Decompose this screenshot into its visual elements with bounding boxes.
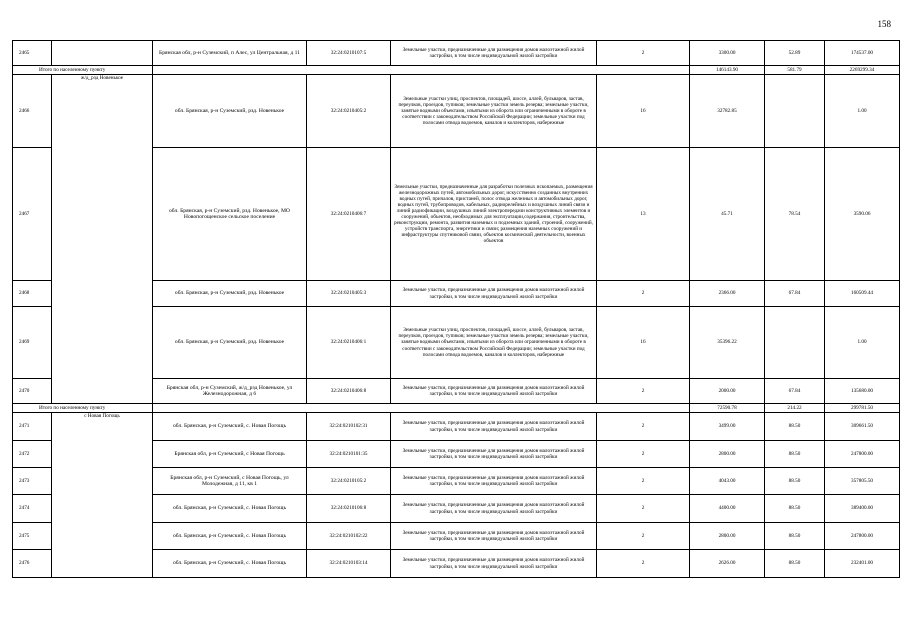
specific-value: 88.50 bbox=[765, 468, 825, 495]
subtotal-row bbox=[13, 66, 900, 75]
subtotal-label: Итого по населенному пункту bbox=[13, 404, 153, 413]
cadastral-value: 135680.00 bbox=[825, 379, 900, 404]
address-cell: Брянская обл, р-н Суземский, с Новая Погощь, ул Молодежная, д 11, кв 1 bbox=[153, 468, 307, 495]
specific-value: 88.50 bbox=[765, 550, 825, 578]
use-group: 2 bbox=[597, 468, 690, 495]
use-group: 2 bbox=[597, 379, 690, 404]
cadastral-value-table bbox=[12, 40, 900, 578]
address-cell: Брянская обл, р-н Суземский, ж/д_рзд Новенькое, ул Железнодорожная, д 6 bbox=[153, 379, 307, 404]
land-use-purpose: Земельные участки, предназначенные для размещения домов малоэтажной жилой застройки, в том числе индивидуальной жилой застройки bbox=[391, 495, 597, 523]
cadastral-value: 357805.50 bbox=[825, 468, 900, 495]
land-use-purpose: Земельные участки, предназначенные для размещения домов малоэтажной жилой застройки, в том числе индивидуальной жилой застройки bbox=[391, 523, 597, 550]
specific-value: 78.54 bbox=[765, 148, 825, 281]
use-group: 2 bbox=[597, 523, 690, 550]
cadastral-number: 32:24:0210105:2 bbox=[307, 468, 391, 495]
land-use-purpose: Земельные участки, предназначенные для размещения домов малоэтажной жилой застройки, в том числе индивидуальной жилой застройки bbox=[391, 468, 597, 495]
area-value: 4400.00 bbox=[690, 495, 765, 523]
specific-value: 88.50 bbox=[765, 495, 825, 523]
subtotal-rate: 214.22 bbox=[765, 404, 825, 413]
specific-value bbox=[765, 75, 825, 148]
use-group: 2 bbox=[597, 441, 690, 468]
cadastral-value: 389400.00 bbox=[825, 495, 900, 523]
row-number: 2467 bbox=[13, 148, 52, 281]
cadastral-number: 32:24:0210107:5 bbox=[307, 41, 391, 66]
use-group: 13 bbox=[597, 148, 690, 281]
row-number: 2468 bbox=[13, 281, 52, 307]
area-value: 2000.00 bbox=[690, 379, 765, 404]
subtotal-row bbox=[13, 404, 900, 413]
subtotal-label: Итого по населенному пункту bbox=[13, 66, 153, 75]
cadastral-number: 32:24:0210406:1 bbox=[307, 307, 391, 379]
area-value: 2800.00 bbox=[690, 523, 765, 550]
subtotal-area: 72590.78 bbox=[690, 404, 765, 413]
land-use-purpose: Земельные участки улиц, проспектов, площадей, шоссе, аллей, бульваров, застав, переулков, проездов, тупиков; земельные участки земель резерва; земельные участки, занятые водными объектами, изъятыми из оборота или ограниченными в обороте в соответствии с законодательством Российской Федерации; земельные участки под полосами отвода водоемов, каналов и коллекторов, набережные bbox=[391, 307, 597, 379]
land-use-purpose: Земельные участки, предназначенные для размещения домов малоэтажной жилой застройки, в том числе индивидуальной жилой застройки bbox=[391, 413, 597, 441]
settlement-name: с Новая Погощь bbox=[52, 413, 153, 578]
address-cell: обл. Брянская, р-н Суземский, рзд. Новенькое bbox=[153, 75, 307, 148]
subtotal-value: 299781.50 bbox=[825, 404, 900, 413]
row-number: 2474 bbox=[13, 495, 52, 523]
specific-value bbox=[765, 307, 825, 379]
page-number: 158 bbox=[877, 19, 891, 29]
row-number: 2469 bbox=[13, 307, 52, 379]
land-use-purpose: Земельные участки, предназначенные для размещения домов малоэтажной жилой застройки, в том числе индивидуальной жилой застройки bbox=[391, 379, 597, 404]
subtotal-value: 2269299.34 bbox=[825, 66, 900, 75]
area-value: 2626.00 bbox=[690, 550, 765, 578]
specific-value: 88.50 bbox=[765, 413, 825, 441]
subtotal-rate: 581.79 bbox=[765, 66, 825, 75]
use-group: 16 bbox=[597, 75, 690, 148]
cadastral-value: 247800.00 bbox=[825, 523, 900, 550]
address-cell: обл. Брянская, р-н Суземский, рзд. Новенькое bbox=[153, 307, 307, 379]
use-group: 16 bbox=[597, 307, 690, 379]
address-cell: обл. Брянская, р-н Суземский, рзд. Новенькое, МО Новопогощенское сельское поселение bbox=[153, 148, 307, 281]
cadastral-number: 32:24:0210405:3 bbox=[307, 281, 391, 307]
cadastral-number: 32:24:0210406:8 bbox=[307, 379, 391, 404]
row-number: 2471 bbox=[13, 413, 52, 441]
cadastral-number: 32:24:0210106:8 bbox=[307, 495, 391, 523]
cadastral-value: 174537.00 bbox=[825, 41, 900, 66]
row-number: 2465 bbox=[13, 41, 52, 66]
cadastral-value: 3590.06 bbox=[825, 148, 900, 281]
row-number: 2473 bbox=[13, 468, 52, 495]
table-row bbox=[13, 75, 900, 148]
address-cell: обл. Брянская, р-н Суземский, с. Новая Погощь bbox=[153, 495, 307, 523]
area-value: 45.71 bbox=[690, 148, 765, 281]
area-value: 3300.00 bbox=[690, 41, 765, 66]
row-number: 2472 bbox=[13, 441, 52, 468]
area-value: 2800.00 bbox=[690, 441, 765, 468]
cadastral-value: 1.00 bbox=[825, 75, 900, 148]
address-cell: обл. Брянская, р-н Суземский, с. Новая Погощь bbox=[153, 550, 307, 578]
address-cell: обл. Брянская, р-н Суземский, рзд. Новенькое bbox=[153, 281, 307, 307]
land-use-purpose: Земельные участки, предназначенные для размещения домов малоэтажной жилой застройки, в том числе индивидуальной жилой застройки bbox=[391, 41, 597, 66]
land-use-purpose: Земельные участки, предназначенные для размещения домов малоэтажной жилой застройки, в том числе индивидуальной жилой застройки bbox=[391, 550, 597, 578]
empty-cell bbox=[153, 66, 690, 75]
row-number: 2466 bbox=[13, 75, 52, 148]
use-group: 2 bbox=[597, 413, 690, 441]
specific-value: 88.50 bbox=[765, 523, 825, 550]
area-value: 35396.22 bbox=[690, 307, 765, 379]
empty-cell bbox=[153, 404, 690, 413]
settlement-name bbox=[52, 41, 153, 66]
area-value: 32782.85 bbox=[690, 75, 765, 148]
address-cell: Брянская обл, р-н Суземский, п Алес, ул Центральная, д 11 bbox=[153, 41, 307, 66]
row-number: 2470 bbox=[13, 379, 52, 404]
use-group: 2 bbox=[597, 281, 690, 307]
area-value: 2366.00 bbox=[690, 281, 765, 307]
table-row bbox=[13, 41, 900, 66]
cadastral-value: 232401.00 bbox=[825, 550, 900, 578]
use-group: 2 bbox=[597, 41, 690, 66]
specific-value: 52.89 bbox=[765, 41, 825, 66]
area-value: 4043.00 bbox=[690, 468, 765, 495]
cadastral-value: 1.00 bbox=[825, 307, 900, 379]
specific-value: 67.84 bbox=[765, 379, 825, 404]
use-group: 2 bbox=[597, 495, 690, 523]
land-use-purpose: Земельные участки, предназначенные для разработки полезных ископаемых, размещения железнодорожных путей, автомобильных дорог, искусственно созданных внутренних водных путей, причалов, пристаней, полос отвода железных и автомобильных дорог, водных путей, трубопроводов, кабельных, радиорелейных и воздушных линий связи и линий радиофикации, воздушных линий электропередачи конструктивных элементов и сооружений, объектов, необходимых для эксплуатации,содержания, строительства, реконструкции, ремонта, развития наземных и подземных зданий, строений, сооружений, устройств транспорта, энергетики и связи; размещения наземных сооружений и инфраструктуры спутниковой связи, объектов космической деятельности, военных объектов bbox=[391, 148, 597, 281]
specific-value: 67.84 bbox=[765, 281, 825, 307]
cadastral-value: 160509.44 bbox=[825, 281, 900, 307]
address-cell: обл. Брянская, р-н Суземский, с. Новая Погощь bbox=[153, 523, 307, 550]
address-cell: обл. Брянская, р-н Суземский, с. Новая Погощь bbox=[153, 413, 307, 441]
cadastral-number: 32:24:0210406:7 bbox=[307, 148, 391, 281]
specific-value: 88.50 bbox=[765, 441, 825, 468]
row-number: 2475 bbox=[13, 523, 52, 550]
subtotal-area: 146143.90 bbox=[690, 66, 765, 75]
settlement-name: ж/д_рзд Новенькое bbox=[52, 75, 153, 404]
cadastral-number: 32:24:0210102:22 bbox=[307, 523, 391, 550]
cadastral-number: 32:24:0210405:2 bbox=[307, 75, 391, 148]
table-row bbox=[13, 413, 900, 441]
land-use-purpose: Земельные участки, предназначенные для размещения домов малоэтажной жилой застройки, в том числе индивидуальной жилой застройки bbox=[391, 281, 597, 307]
area-value: 3499.00 bbox=[690, 413, 765, 441]
cadastral-number: 32:24:0210102:31 bbox=[307, 413, 391, 441]
land-use-purpose: Земельные участки, предназначенные для размещения домов малоэтажной жилой застройки, в том числе индивидуальной жилой застройки bbox=[391, 441, 597, 468]
cadastral-number: 32:24:0210103:14 bbox=[307, 550, 391, 578]
cadastral-value: 309661.50 bbox=[825, 413, 900, 441]
address-cell: Брянская обл, р-н Суземский, с Новая Погощь bbox=[153, 441, 307, 468]
cadastral-value: 247800.00 bbox=[825, 441, 900, 468]
land-use-purpose: Земельные участки улиц, проспектов, площадей, шоссе, аллей, бульваров, застав, переулков, проездов, тупиков; земельные участки земель резерва; земельные участки, занятые водными объектами, изъятыми из оборота или ограниченными в обороте в соответствии с законодательством Российской Федерации; земельные участки под полосами отвода водоемов, каналов и коллекторов, набережные bbox=[391, 75, 597, 148]
cadastral-number: 32:24:0210101:35 bbox=[307, 441, 391, 468]
row-number: 2476 bbox=[13, 550, 52, 578]
use-group: 2 bbox=[597, 550, 690, 578]
